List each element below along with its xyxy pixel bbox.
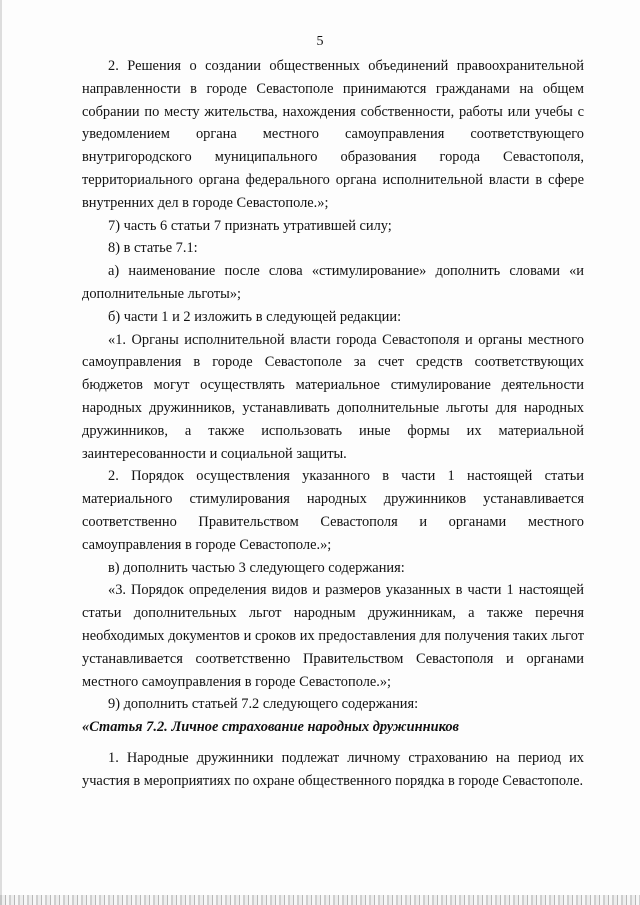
paragraph-part-2: 2. Порядок осуществления указанного в части 1 настоящей статьи материального стимулирования народных дружинников устанавливается соответственно Правительством Севастополя и органами местного самоуправления в городе Севастополе.»;	[82, 468, 584, 553]
paragraph-item-7: 7) часть 6 статьи 7 признать утратившей силу;	[108, 217, 392, 234]
paragraph-part-3: «3. Порядок определения видов и размеров указанных в части 1 настоящей статьи дополнительных льгот народным дружинникам, а также перечня необходимых документов и сроков их предоставления для получения таких льгот устанавливается соответственно Правительством Севастополя и органами местного самоуправления в городе Севастополе.»;	[82, 582, 584, 690]
paragraph-solutions: 2. Решения о создании общественных объединений правоохранительной направленности в городе Севастополе принимаются гражданами на общем собрании по месту жительства, нахождения собственности, работы или учебы с уведомлением органа местного самоуправления соответствующего внутригородского муниципального образования города Севастополя, территориального органа федерального органа исполнительной власти в сфере внутренних дел в городе Севастополе.»;	[82, 58, 584, 211]
scan-edge-left	[0, 0, 2, 905]
paragraph-item-9: 9) дополнить статьей 7.2 следующего содержания:	[108, 696, 419, 713]
page-number: 5	[316, 34, 324, 49]
article-paragraph: 1. Народные дружинники подлежат личному страхованию на период их участия в мероприятиях по охране общественного порядка в городе Севастополе.	[82, 749, 584, 789]
paragraph-part-1: «1. Органы исполнительной власти города Севастополя и органы местного самоуправления в городе Севастополе за счет средств соответствующих бюджетов могут осуществлять материальное стимулирование деятельности народных дружинников, устанавливать дополнительные льготы для народных дружинников, а также использовать иные формы их материальной заинтересованности и социальной защиты.	[82, 331, 584, 462]
paragraph-item-8: 8) в статье 7.1:	[108, 240, 198, 257]
paragraph-subitem-b: б) части 1 и 2 изложить в следующей редакции:	[108, 308, 402, 325]
paragraph-subitem-v: в) дополнить частью 3 следующего содержания:	[108, 559, 405, 576]
spacer	[82, 739, 584, 747]
paragraph-subitem-a: а) наименование после слова «стимулирование» дополнить словами «и дополнительные льготы»;	[82, 263, 584, 302]
scan-edge-bottom	[0, 895, 640, 905]
article-heading: «Статья 7.2. Личное страхование народных дружинников	[82, 719, 459, 736]
document-body	[82, 55, 584, 793]
